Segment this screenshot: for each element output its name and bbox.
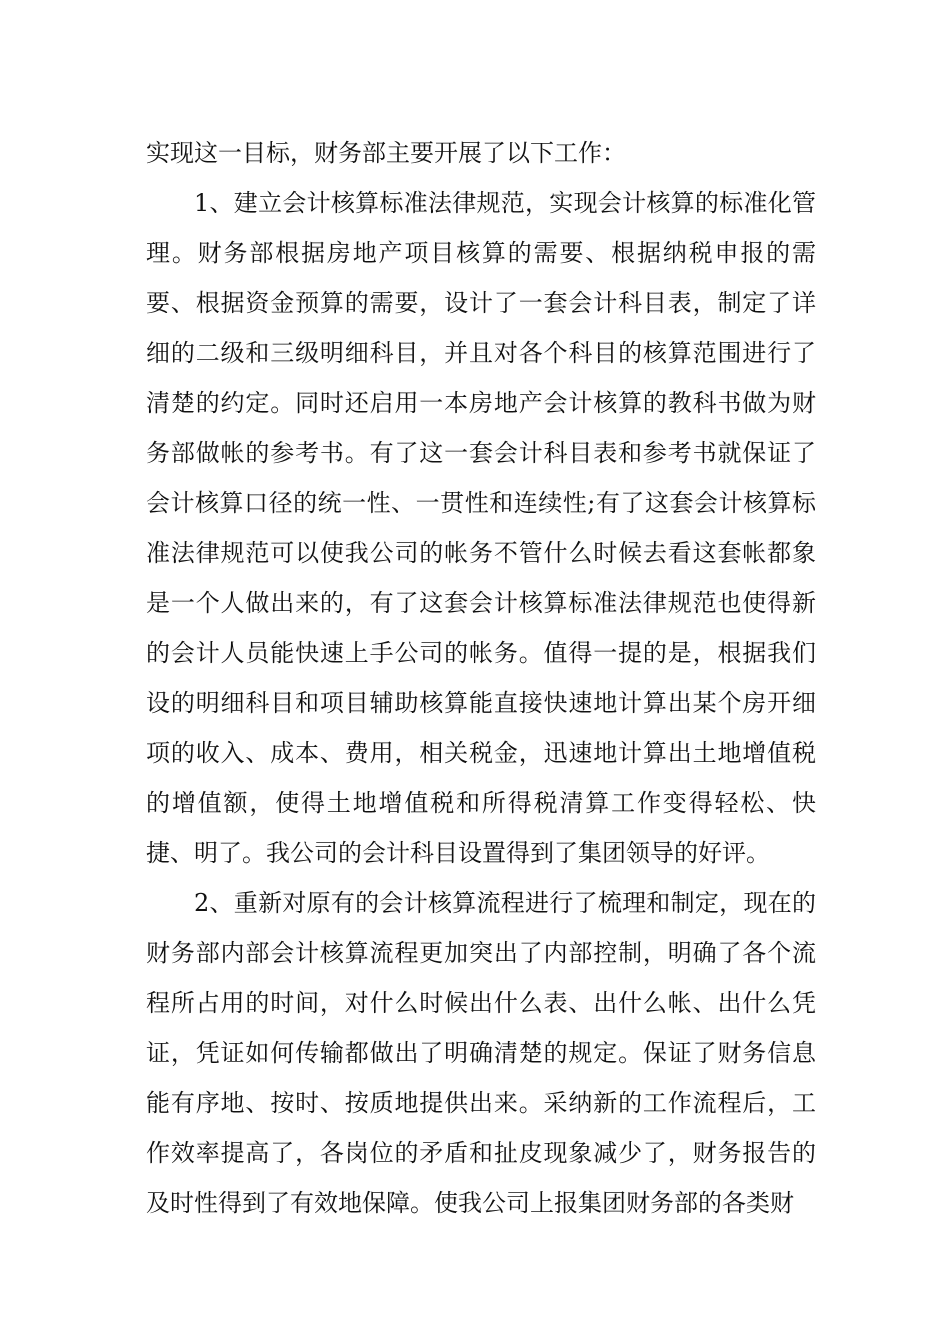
paragraph-item-1: 1、建立会计核算标准法律规范，实现会计核算的标准化管理。财务部根据房地产项目核算的需要、根据纳税申报的需要、根据资金预算的需要，设计了一套会计科目表，制定了详细的二级和三级明细科目，并且对各个科目的核算范围进行了清楚的约定。同时还启用一本房地产会计核算的教科书做为财务部做帐的参考书。有了这一套会计科目表和参考书就保证了会计核算口径的统一性、一贯性和连续性;有了这套会计核算标准法律规范可以使我公司的帐务不管什么时候去看这套帐都象是一个人做出来的，有了这套会计核算标准法律规范也使得新的会计人员能快速上手公司的帐务。值得一提的是，根据我们设的明细科目和项目辅助核算能直接快速地计算出某个房开细项的收入、成本、费用，相关税金，迅速地计算出土地增值税的增值额，使得土地增值税和所得税清算工作变得轻松、快捷、明了。我公司的会计科目设置得到了集团领导的好评。 (146, 189, 816, 867)
paragraph-item-2: 2、重新对原有的会计核算流程进行了梳理和制定，现在的财务部内部会计核算流程更加突出了内部控制，明确了各个流程所占用的时间，对什么时候出什么表、出什么帐、出什么凭证，凭证如何传输都做出了明确清楚的规定。保证了财务信息能有序地、按时、按质地提供出来。采纳新的工作流程后，工作效率提高了，各岗位的矛盾和扯皮现象减少了，财务报告的及时性得到了有效地保障。使我公司上报集团财务部的各类财 (146, 889, 816, 1217)
paragraph-intro: 实现这一目标，财务部主要开展了以下工作： (146, 139, 626, 167)
document-body (146, 128, 816, 1228)
